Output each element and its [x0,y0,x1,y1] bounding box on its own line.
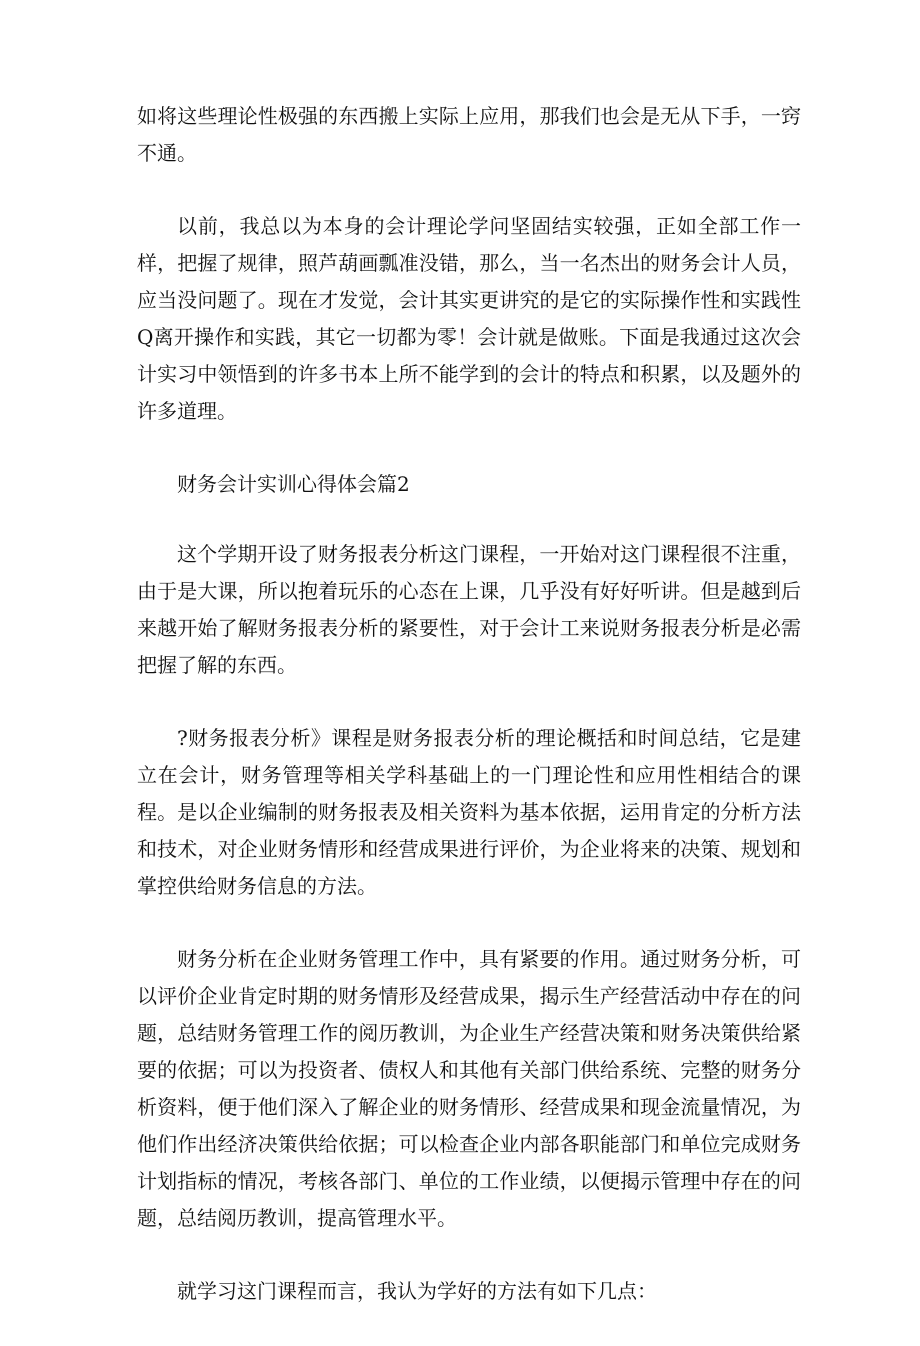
paragraph-study-methods: 就学习这门课程而言，我认为学好的方法有如下几点： [177,1279,657,1303]
paragraph-course-definition: ?财务报表分析》课程是财务报表分析的理论概括和时间总结，它是建立在会计，财务管理等相关学科基础上的一门理论性和应用性相结合的课程。是以企业编制的财务报表及相关资料为基本依据，运用肯定的分析方法和技术，对企业财务情形和经营成果进行评价，为企业将来的决策、规划和掌控供给财务信息的方法。 [137,726,801,898]
paragraph-continuation: 如将这些理论性极强的东西搬上实际上应用，那我们也会是无从下手，一窍不通。 [137,104,801,165]
paragraph-accounting-practice: 以前，我总以为本身的会计理论学问坚固结实较强，正如全部工作一样，把握了规律，照芦葫画瓢准没错，那么，当一名杰出的财务会计人员，应当没问题了。现在才发觉，会计其实更讲究的是它的实际操作性和实践性Q离开操作和实践，其它一切都为零！会计就是做账。下面是我通过这次会计实习中领悟到的许多书本上所不能学到的会计的特点和积累，以及题外的许多道理。 [137,214,801,423]
paragraph-financial-analysis-role: 财务分析在企业财务管理工作中，具有紧要的作用。通过财务分析，可以评价企业肯定时期的财务情形及经营成果，揭示生产经营活动中存在的问题，总结财务管理工作的阅历教训，为企业生产经营决策和财务决策供给紧要的依据；可以为投资者、债权人和其他有关部门供给系统、完整的财务分析资料，便于他们深入了解企业的财务情形、经营成果和现金流量情况，为他们作出经济决策供给依据；可以检查企业内部各职能部门和单位完成财务计划指标的情况，考核各部门、单位的工作业绩，以便揭示管理中存在的问题，总结阅历教训，提高管理水平。 [137,947,801,1230]
section-heading: 财务会计实训心得体会篇2 [177,472,410,496]
paragraph-course-intro: 这个学期开设了财务报表分析这门课程，一开始对这门课程很不注重，由于是大课，所以抱着玩乐的心态在上课，几乎没有好好听讲。但是越到后来越开始了解财务报表分析的紧要性，对于会计工来说财务报表分析是必需把握了解的东西。 [137,542,801,677]
document-body [137,98,801,1346]
